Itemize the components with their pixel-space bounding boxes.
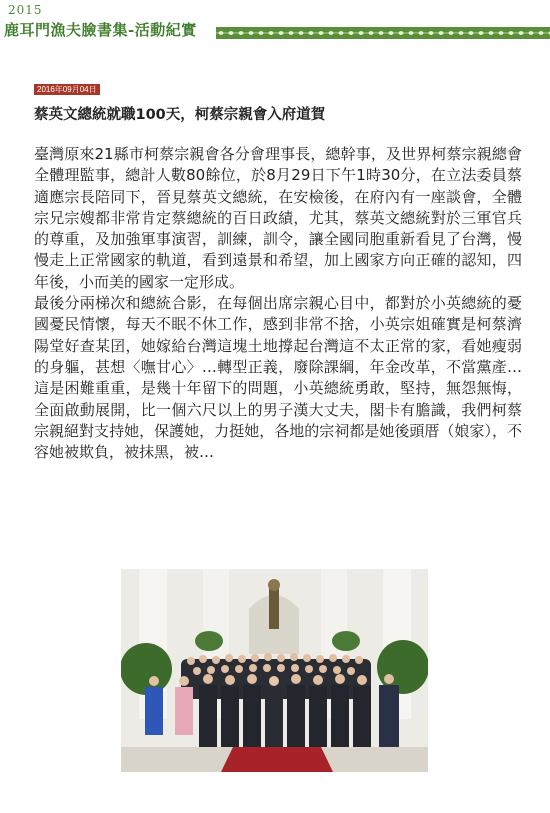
group-photo-image — [121, 569, 428, 772]
banner-title[interactable]: 鹿耳門漁夫臉書集-活動紀實 — [4, 21, 197, 39]
post-date-badge: 2016年09月04日 — [34, 84, 100, 95]
blog-banner — [0, 0, 550, 50]
post-title: 蔡英文總統就職100天，柯蔡宗親會入府道賀 — [34, 107, 326, 123]
banner-year: 2015 — [8, 3, 43, 17]
banner-decorative-pattern — [216, 27, 550, 39]
post-paragraph: 最後分兩梯次和總統合影，在每個出席宗親心目中，都對於小英總統的憂國憂民情懷，每天不眠不休工作，感到非常不捨，小英宗姐確實是柯蔡濟陽堂好查某囝，她嫁給台灣這塊土地撐起台灣這不太正常的家，看她瘦弱的身軀，甚想〈嘸甘心〉…轉型正義，廢除課綱，年金改革，不當黨產…這是困難重重，是幾十年留下的問題，小英總統勇敢，堅持，無怨無悔，全面啟動展開，比一個六尺以上的男子漢大丈夫，閣卡有膽識，我們柯蔡宗親絕對支持她，保護她，力挺她，各地的宗祠都是她後頭厝（娘家），不容她被欺負，被抹黑，被… — [34, 294, 522, 462]
post-body — [34, 144, 522, 463]
post-paragraph: 臺灣原來21縣市柯蔡宗親會各分會理事長，總幹事，及世界柯蔡宗親總會全體理監事，總計人數80餘位，於8月29日下午1時30分，在立法委員蔡適應宗長陪同下，晉見蔡英文總統，在安檢後，在府內有一座談會，全體宗兄宗嫂都非常肯定蔡總統的百日政績，尤其，蔡英文總統對於三軍官兵的尊重，及加強軍事演習，訓練，訓令，讓全國同胞重新看見了台灣，慢慢走上正常國家的軌道，看到遠景和希望，加上國家方向正確的認知，四年後，小而美的國家一定形成。 — [34, 145, 522, 291]
group-photo — [121, 569, 428, 772]
